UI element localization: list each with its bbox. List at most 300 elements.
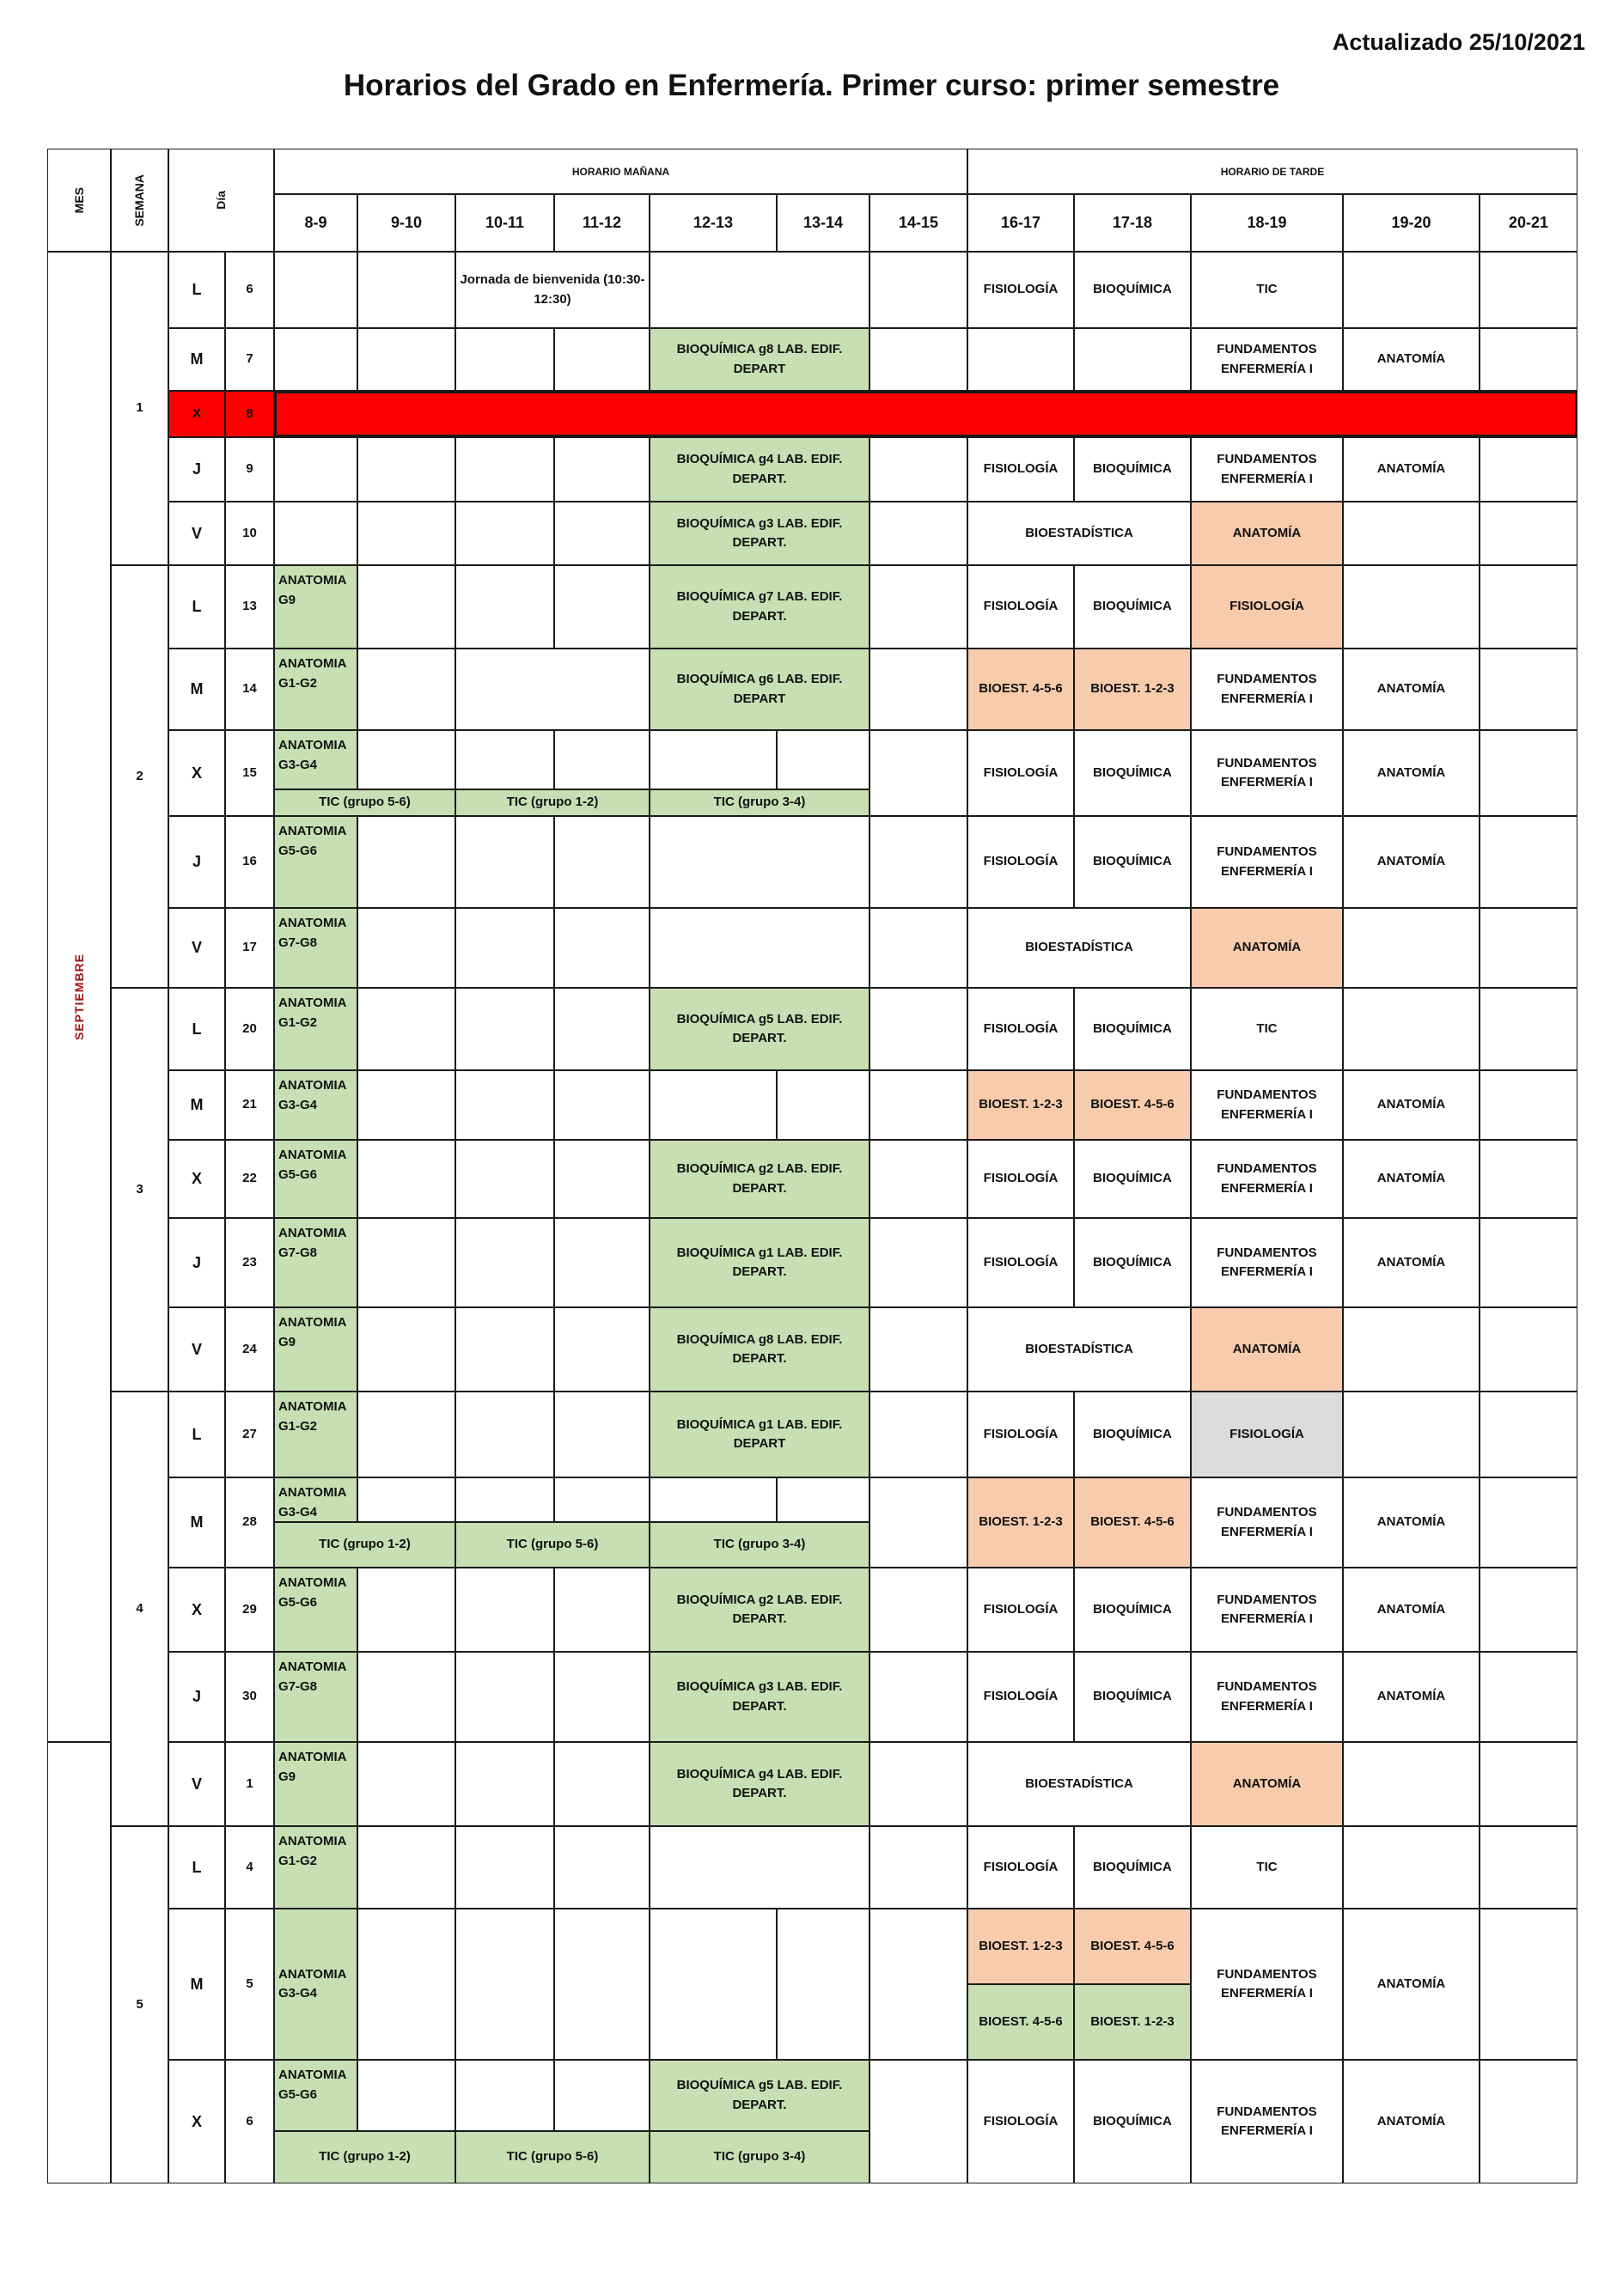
empty-slot <box>554 1909 650 2060</box>
subject-fundamentos: FUNDAMENTOS ENFERMERÍA I <box>1191 1909 1343 2060</box>
subject-fisiologia: FISIOLOGÍA <box>967 1140 1074 1218</box>
empty-slot <box>869 730 967 816</box>
subject-fundamentos: FUNDAMENTOS ENFERMERÍA I <box>1191 1652 1343 1742</box>
empty-slot <box>455 816 554 908</box>
day-letter: X <box>168 391 225 437</box>
anatomia-group: ANATOMIA G3-G4 <box>274 1070 357 1140</box>
subject-tic: TIC <box>1191 1826 1343 1909</box>
header-mes <box>47 149 111 252</box>
day-number: 8 <box>225 391 274 437</box>
subject-bioquimica: BIOQUÍMICA <box>1074 1652 1191 1742</box>
hour-header: 19-20 <box>1343 194 1480 252</box>
subject-anatomia: ANATOMÍA <box>1343 1652 1480 1742</box>
empty-slot <box>869 908 967 988</box>
empty-slot <box>357 1218 455 1307</box>
empty-slot <box>869 1140 967 1218</box>
day-number: 28 <box>225 1477 274 1568</box>
anatomia-group: ANATOMIA G5-G6 <box>274 1568 357 1652</box>
empty-slot <box>357 816 455 908</box>
day-letter: J <box>168 1218 225 1307</box>
subject-fisiologia: FISIOLOGÍA <box>967 816 1074 908</box>
hour-header: 17-18 <box>1074 194 1191 252</box>
day-letter: X <box>168 730 225 816</box>
subject-anatomia: ANATOMÍA <box>1191 1742 1343 1826</box>
bioquimica-lab: BIOQUÍMICA g6 LAB. EDIF. DEPART <box>650 649 869 730</box>
empty-slot <box>1480 328 1577 391</box>
empty-slot <box>455 1742 554 1826</box>
week-number: 2 <box>111 565 168 988</box>
subject-anatomia: ANATOMÍA <box>1343 1140 1480 1218</box>
day-number: 10 <box>225 502 274 565</box>
day-letter: L <box>168 1392 225 1477</box>
tic-group: TIC (grupo 3-4) <box>650 789 869 816</box>
week-number: 1 <box>111 252 168 565</box>
day-letter: L <box>168 988 225 1070</box>
empty-slot <box>1343 1392 1480 1477</box>
day-number: 24 <box>225 1307 274 1392</box>
subject-tic: TIC <box>1191 988 1343 1070</box>
empty-slot <box>869 252 967 328</box>
day-letter: L <box>168 252 225 328</box>
day-letter: L <box>168 1826 225 1909</box>
subject-fundamentos: FUNDAMENTOS ENFERMERÍA I <box>1191 1218 1343 1307</box>
empty-slot <box>1480 252 1577 328</box>
subject-fisiologia: FISIOLOGÍA <box>1191 565 1343 649</box>
empty-slot <box>357 1826 455 1909</box>
subject-fisiologia: FISIOLOGÍA <box>967 1392 1074 1477</box>
subject-fisiologia: FISIOLOGÍA <box>967 252 1074 328</box>
empty-slot <box>869 1218 967 1307</box>
bioquimica-lab: BIOQUÍMICA g8 LAB. EDIF. DEPART <box>650 328 869 391</box>
subject-tic: TIC <box>1191 252 1343 328</box>
empty-slot <box>554 328 650 391</box>
subject-anatomia: ANATOMÍA <box>1343 2060 1480 2183</box>
subject-anatomia: ANATOMÍA <box>1343 1218 1480 1307</box>
header-dia <box>168 149 274 252</box>
subject-bioestadistica: BIOESTADÍSTICA <box>967 1307 1191 1392</box>
bioquimica-lab: BIOQUÍMICA g5 LAB. EDIF. DEPART. <box>650 988 869 1070</box>
empty-slot <box>1480 1392 1577 1477</box>
empty-slot <box>455 908 554 988</box>
anatomia-group: ANATOMIA G9 <box>274 1742 357 1826</box>
hour-header: 20-21 <box>1480 194 1577 252</box>
empty-slot <box>455 437 554 502</box>
empty-slot <box>650 1477 777 1522</box>
empty-slot <box>554 816 650 908</box>
hour-header: 11-12 <box>554 194 650 252</box>
empty-slot <box>357 437 455 502</box>
empty-slot <box>554 1392 650 1477</box>
empty-slot <box>554 1568 650 1652</box>
subject-bioest: BIOEST. 1-2-3 <box>967 1477 1074 1568</box>
day-number: 22 <box>225 1140 274 1218</box>
subject-bioest: BIOEST. 4-5-6 <box>1074 1070 1191 1140</box>
bioquimica-lab: BIOQUÍMICA g2 LAB. EDIF. DEPART. <box>650 1140 869 1218</box>
empty-slot <box>869 1477 967 1568</box>
empty-slot <box>455 649 650 730</box>
empty-slot <box>554 1652 650 1742</box>
day-letter: M <box>168 328 225 391</box>
day-letter: V <box>168 1742 225 1826</box>
subject-fisiologia: FISIOLOGÍA <box>967 2060 1074 2183</box>
subject-anatomia: ANATOMÍA <box>1343 816 1480 908</box>
bioquimica-lab: BIOQUÍMICA g8 LAB. EDIF. DEPART. <box>650 1307 869 1392</box>
day-letter: L <box>168 565 225 649</box>
empty-slot <box>1480 816 1577 908</box>
subject-anatomia: ANATOMÍA <box>1343 1909 1480 2060</box>
empty-slot <box>777 1909 869 2060</box>
empty-slot <box>650 1909 777 2060</box>
day-letter: M <box>168 1477 225 1568</box>
header-semana <box>111 149 168 252</box>
day-number: 21 <box>225 1070 274 1140</box>
empty-slot <box>869 1070 967 1140</box>
bioquimica-lab: BIOQUÍMICA g2 LAB. EDIF. DEPART. <box>650 1568 869 1652</box>
hour-header: 8-9 <box>274 194 357 252</box>
header-horario-tarde: HORARIO DE TARDE <box>967 149 1577 194</box>
bioquimica-lab: BIOQUÍMICA g1 LAB. EDIF. DEPART <box>650 1392 869 1477</box>
empty-slot <box>554 1140 650 1218</box>
empty-slot <box>455 730 554 789</box>
empty-slot <box>869 437 967 502</box>
tic-group: TIC (grupo 5-6) <box>455 2131 650 2183</box>
day-number: 7 <box>225 328 274 391</box>
day-number: 20 <box>225 988 274 1070</box>
anatomia-group: ANATOMIA G3-G4 <box>274 730 357 789</box>
empty-slot <box>1480 1218 1577 1307</box>
empty-slot <box>357 988 455 1070</box>
subject-anatomia: ANATOMÍA <box>1343 1568 1480 1652</box>
empty-slot <box>869 502 967 565</box>
subject-bioestadistica: BIOESTADÍSTICA <box>967 1742 1191 1826</box>
empty-slot <box>1480 1070 1577 1140</box>
empty-slot <box>357 2060 455 2131</box>
empty-slot <box>1480 649 1577 730</box>
subject-bioest: BIOEST. 4-5-6 <box>1074 1909 1191 1984</box>
empty-slot <box>357 908 455 988</box>
subject-anatomia: ANATOMÍA <box>1343 328 1480 391</box>
empty-slot <box>554 1477 650 1522</box>
empty-slot <box>650 816 869 908</box>
subject-anatomia: ANATOMÍA <box>1343 1070 1480 1140</box>
empty-slot <box>1343 1826 1480 1909</box>
subject-bioest: BIOEST. 1-2-3 <box>1074 1984 1191 2060</box>
empty-slot <box>777 1070 869 1140</box>
empty-slot <box>1480 1742 1577 1826</box>
empty-slot <box>357 1477 455 1522</box>
subject-bioquimica: BIOQUÍMICA <box>1074 1568 1191 1652</box>
day-letter: V <box>168 1307 225 1392</box>
bioquimica-lab: BIOQUÍMICA g5 LAB. EDIF. DEPART. <box>650 2060 869 2131</box>
empty-slot <box>455 1568 554 1652</box>
empty-slot <box>554 908 650 988</box>
subject-anatomia: ANATOMÍA <box>1343 649 1480 730</box>
subject-anatomia: ANATOMÍA <box>1191 908 1343 988</box>
empty-slot <box>554 988 650 1070</box>
day-letter: M <box>168 1070 225 1140</box>
tic-group: TIC (grupo 1-2) <box>455 789 650 816</box>
empty-slot <box>455 1218 554 1307</box>
empty-slot <box>357 1568 455 1652</box>
anatomia-group: ANATOMIA G1-G2 <box>274 649 357 730</box>
empty-slot <box>1480 1909 1577 2060</box>
empty-slot <box>777 730 869 789</box>
empty-slot <box>869 1742 967 1826</box>
empty-slot <box>1480 437 1577 502</box>
tic-group: TIC (grupo 3-4) <box>650 1522 869 1568</box>
header-horario-manana: HORARIO MAÑANA <box>274 149 967 194</box>
empty-slot <box>869 328 967 391</box>
week-number: 4 <box>111 1392 168 1826</box>
empty-slot <box>357 1140 455 1218</box>
day-letter: M <box>168 1909 225 2060</box>
empty-slot <box>357 328 455 391</box>
empty-slot <box>357 1070 455 1140</box>
day-number: 13 <box>225 565 274 649</box>
empty-slot <box>1480 565 1577 649</box>
empty-slot <box>1480 1568 1577 1652</box>
bioquimica-lab: BIOQUÍMICA g1 LAB. EDIF. DEPART. <box>650 1218 869 1307</box>
tic-group: TIC (grupo 3-4) <box>650 2131 869 2183</box>
subject-bioest: BIOEST. 1-2-3 <box>1074 649 1191 730</box>
bioquimica-lab: BIOQUÍMICA g3 LAB. EDIF. DEPART. <box>650 1652 869 1742</box>
empty-slot <box>869 1392 967 1477</box>
day-number: 29 <box>225 1568 274 1652</box>
empty-slot <box>1480 730 1577 816</box>
empty-slot <box>1074 328 1191 391</box>
anatomia-group: ANATOMIA G1-G2 <box>274 1392 357 1477</box>
anatomia-group: ANATOMIA G1-G2 <box>274 988 357 1070</box>
subject-bioquimica: BIOQUÍMICA <box>1074 988 1191 1070</box>
page-title: Horarios del Grado en Enfermería. Primer curso: primer semestre <box>343 69 1280 102</box>
hour-header: 12-13 <box>650 194 777 252</box>
empty-slot <box>357 1909 455 2060</box>
empty-slot <box>455 1140 554 1218</box>
jornada-bienvenida: Jornada de bienvenida (10:30-12:30) <box>455 252 650 328</box>
empty-slot <box>777 1477 869 1522</box>
subject-bioquimica: BIOQUÍMICA <box>1074 1392 1191 1477</box>
subject-fisiologia: FISIOLOGÍA <box>967 1568 1074 1652</box>
empty-slot <box>455 988 554 1070</box>
hour-header: 14-15 <box>869 194 967 252</box>
header-mes-text: MES <box>71 186 86 214</box>
subject-fundamentos: FUNDAMENTOS ENFERMERÍA I <box>1191 1477 1343 1568</box>
empty-slot <box>869 649 967 730</box>
empty-slot <box>650 908 869 988</box>
empty-slot <box>455 1070 554 1140</box>
subject-bioquimica: BIOQUÍMICA <box>1074 2060 1191 2183</box>
anatomia-group: ANATOMIA G5-G6 <box>274 1140 357 1218</box>
subject-bioquimica: BIOQUÍMICA <box>1074 1140 1191 1218</box>
empty-slot <box>455 1909 554 2060</box>
subject-fisiologia: FISIOLOGÍA <box>967 565 1074 649</box>
anatomia-group: ANATOMIA G9 <box>274 565 357 649</box>
day-number: 6 <box>225 2060 274 2183</box>
month-label-text: SEPTIEMBRE <box>71 953 86 1040</box>
subject-fundamentos: FUNDAMENTOS ENFERMERÍA I <box>1191 816 1343 908</box>
empty-slot <box>554 1218 650 1307</box>
subject-bioquimica: BIOQUÍMICA <box>1074 1826 1191 1909</box>
day-number: 30 <box>225 1652 274 1742</box>
empty-slot <box>357 252 455 328</box>
empty-slot <box>455 1307 554 1392</box>
subject-anatomia: ANATOMÍA <box>1191 1307 1343 1392</box>
subject-bioest: BIOEST. 1-2-3 <box>967 1909 1074 1984</box>
anatomia-group: ANATOMIA G3-G4 <box>274 1909 357 2060</box>
subject-bioestadistica: BIOESTADÍSTICA <box>967 908 1191 988</box>
empty-slot <box>1480 1826 1577 1909</box>
anatomia-group: ANATOMIA G7-G8 <box>274 908 357 988</box>
empty-slot <box>554 1307 650 1392</box>
empty-slot <box>455 1477 554 1522</box>
empty-slot <box>869 2060 967 2183</box>
subject-bioquimica: BIOQUÍMICA <box>1074 730 1191 816</box>
subject-fisiologia: FISIOLOGÍA <box>967 730 1074 816</box>
subject-fundamentos: FUNDAMENTOS ENFERMERÍA I <box>1191 328 1343 391</box>
hour-header: 13-14 <box>777 194 869 252</box>
empty-slot <box>650 730 777 789</box>
empty-slot <box>1480 988 1577 1070</box>
empty-slot <box>650 252 869 328</box>
subject-anatomia: ANATOMÍA <box>1191 502 1343 565</box>
day-letter: X <box>168 2060 225 2183</box>
subject-bioestadistica: BIOESTADÍSTICA <box>967 502 1191 565</box>
empty-slot <box>357 1652 455 1742</box>
empty-slot <box>1343 988 1480 1070</box>
subject-bioquimica: BIOQUÍMICA <box>1074 1218 1191 1307</box>
tic-group: TIC (grupo 1-2) <box>274 2131 455 2183</box>
day-number: 1 <box>225 1742 274 1826</box>
day-number: 14 <box>225 649 274 730</box>
empty-slot <box>869 565 967 649</box>
subject-bioest: BIOEST. 4-5-6 <box>1074 1477 1191 1568</box>
empty-slot <box>554 437 650 502</box>
empty-slot <box>1343 502 1480 565</box>
day-letter: V <box>168 908 225 988</box>
empty-slot <box>357 1392 455 1477</box>
hour-header: 10-11 <box>455 194 554 252</box>
anatomia-group: ANATOMIA G5-G6 <box>274 2060 357 2131</box>
empty-slot <box>554 2060 650 2131</box>
empty-slot <box>869 1826 967 1909</box>
empty-slot <box>357 502 455 565</box>
bioquimica-lab: BIOQUÍMICA g4 LAB. EDIF. DEPART. <box>650 1742 869 1826</box>
hour-header: 16-17 <box>967 194 1074 252</box>
empty-slot <box>455 1392 554 1477</box>
anatomia-group: ANATOMIA G3-G4 <box>274 1477 357 1522</box>
empty-slot <box>357 1307 455 1392</box>
empty-slot <box>357 565 455 649</box>
empty-slot <box>1480 908 1577 988</box>
subject-fundamentos: FUNDAMENTOS ENFERMERÍA I <box>1191 1568 1343 1652</box>
day-number: 17 <box>225 908 274 988</box>
subject-bioest: BIOEST. 4-5-6 <box>967 1984 1074 2060</box>
header-semana-text: SEMANA <box>132 174 146 227</box>
subject-fisiologia: FISIOLOGÍA <box>967 437 1074 502</box>
day-number: 15 <box>225 730 274 816</box>
day-number: 16 <box>225 816 274 908</box>
empty-slot <box>274 252 357 328</box>
tic-group: TIC (grupo 5-6) <box>274 789 455 816</box>
day-number: 4 <box>225 1826 274 1909</box>
day-letter: V <box>168 502 225 565</box>
empty-slot <box>650 1070 777 1140</box>
empty-slot <box>1480 502 1577 565</box>
day-number: 9 <box>225 437 274 502</box>
empty-slot <box>1343 1307 1480 1392</box>
empty-slot <box>1480 1652 1577 1742</box>
hour-header: 18-19 <box>1191 194 1343 252</box>
empty-slot <box>869 1652 967 1742</box>
empty-slot <box>455 328 554 391</box>
subject-fundamentos: FUNDAMENTOS ENFERMERÍA I <box>1191 730 1343 816</box>
tic-group: TIC (grupo 1-2) <box>274 1522 455 1568</box>
subject-fisiologia: FISIOLOGÍA <box>967 1652 1074 1742</box>
empty-slot <box>357 1742 455 1826</box>
subject-fisiologia: FISIOLOGÍA <box>1191 1392 1343 1477</box>
empty-slot <box>357 730 455 789</box>
anatomia-group: ANATOMIA G5-G6 <box>274 816 357 908</box>
empty-slot <box>1343 908 1480 988</box>
subject-anatomia: ANATOMÍA <box>1343 730 1480 816</box>
subject-anatomia: ANATOMÍA <box>1343 437 1480 502</box>
subject-fundamentos: FUNDAMENTOS ENFERMERÍA I <box>1191 2060 1343 2183</box>
empty-slot <box>869 1909 967 2060</box>
empty-slot <box>869 1307 967 1392</box>
empty-slot <box>274 328 357 391</box>
anatomia-group: ANATOMIA G9 <box>274 1307 357 1392</box>
day-number: 23 <box>225 1218 274 1307</box>
empty-slot <box>869 816 967 908</box>
empty-slot <box>869 988 967 1070</box>
empty-slot <box>274 502 357 565</box>
empty-slot <box>554 1070 650 1140</box>
empty-slot <box>455 502 554 565</box>
subject-fundamentos: FUNDAMENTOS ENFERMERÍA I <box>1191 1070 1343 1140</box>
subject-fisiologia: FISIOLOGÍA <box>967 1826 1074 1909</box>
subject-bioquimica: BIOQUÍMICA <box>1074 816 1191 908</box>
empty-slot <box>967 328 1074 391</box>
empty-slot <box>455 565 554 649</box>
subject-fundamentos: FUNDAMENTOS ENFERMERÍA I <box>1191 1140 1343 1218</box>
empty-slot <box>455 1826 554 1909</box>
holiday-bar <box>274 391 1577 437</box>
empty-slot <box>455 1652 554 1742</box>
day-number: 5 <box>225 1909 274 2060</box>
day-letter: J <box>168 437 225 502</box>
bioquimica-lab: BIOQUÍMICA g7 LAB. EDIF. DEPART. <box>650 565 869 649</box>
hour-header: 9-10 <box>357 194 455 252</box>
subject-bioquimica: BIOQUÍMICA <box>1074 252 1191 328</box>
subject-bioquimica: BIOQUÍMICA <box>1074 437 1191 502</box>
empty-slot <box>1480 2060 1577 2183</box>
bioquimica-lab: BIOQUÍMICA g4 LAB. EDIF. DEPART. <box>650 437 869 502</box>
updated-date: Actualizado 25/10/2021 <box>1332 29 1585 55</box>
subject-anatomia: ANATOMÍA <box>1343 1477 1480 1568</box>
empty-slot <box>1480 1140 1577 1218</box>
subject-fundamentos: FUNDAMENTOS ENFERMERÍA I <box>1191 649 1343 730</box>
subject-bioquimica: BIOQUÍMICA <box>1074 565 1191 649</box>
empty-slot <box>869 1568 967 1652</box>
subject-bioest: BIOEST. 4-5-6 <box>967 649 1074 730</box>
subject-fisiologia: FISIOLOGÍA <box>967 1218 1074 1307</box>
day-number: 6 <box>225 252 274 328</box>
day-letter: M <box>168 649 225 730</box>
empty-slot <box>1343 1742 1480 1826</box>
day-letter: J <box>168 1652 225 1742</box>
month-label <box>47 252 111 1742</box>
subject-fundamentos: FUNDAMENTOS ENFERMERÍA I <box>1191 437 1343 502</box>
